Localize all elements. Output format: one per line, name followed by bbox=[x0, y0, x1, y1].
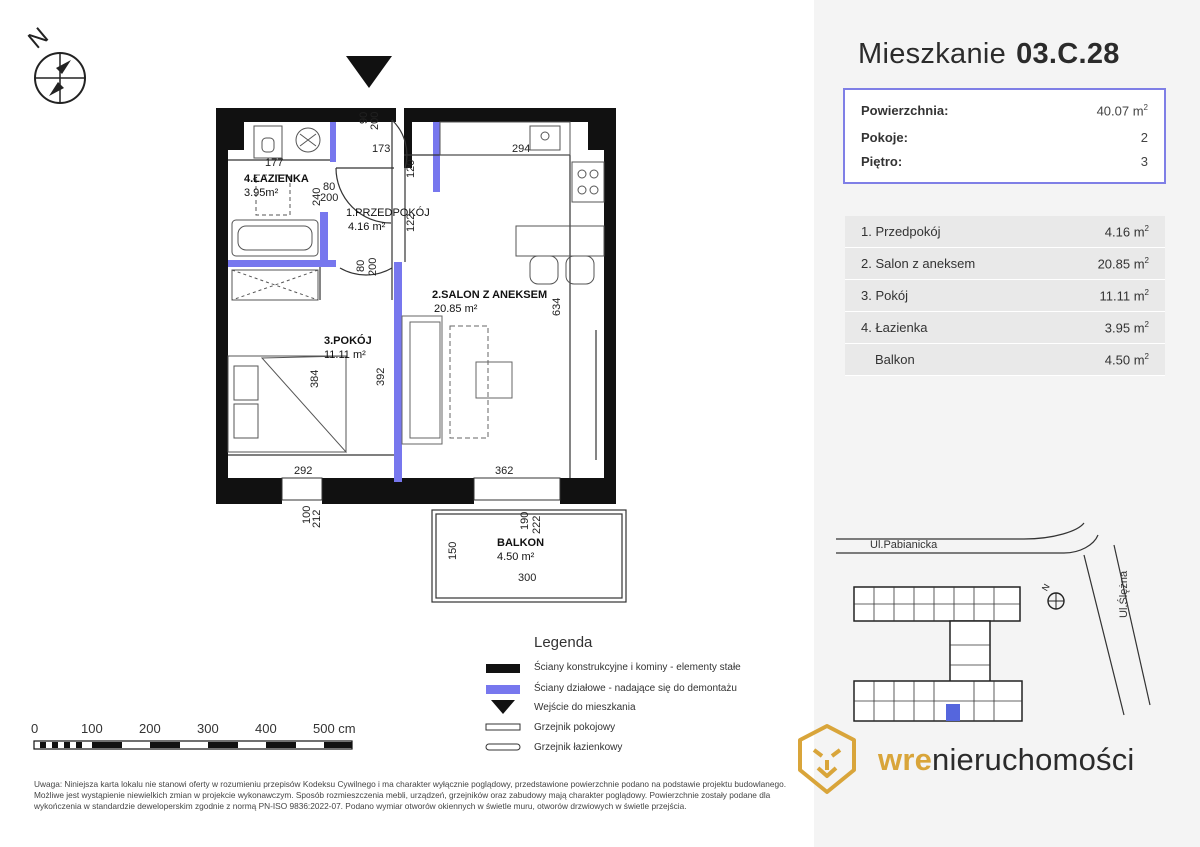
svg-text:80: 80 bbox=[323, 181, 336, 193]
svg-text:150: 150 bbox=[447, 541, 459, 560]
living-area: 20.85 m² bbox=[434, 303, 478, 315]
svg-text:362: 362 bbox=[495, 465, 514, 477]
room-row: 3. Pokój 11.11 $m^2$ bbox=[845, 280, 1165, 312]
summary-box bbox=[843, 88, 1166, 184]
room-row: Balkon 4.50 $m^2$ bbox=[845, 344, 1165, 376]
room-label: 3.POKÓJ bbox=[324, 335, 372, 347]
svg-text:177: 177 bbox=[265, 157, 284, 169]
room-row: 1. Przedpokój 4.16 $m^2$ bbox=[845, 216, 1165, 248]
scale-tick-100: 100 bbox=[81, 721, 103, 736]
balcony-area: 4.50 m² bbox=[497, 551, 535, 563]
svg-text:634: 634 bbox=[551, 297, 563, 316]
summary-rooms: Pokoje: 2 bbox=[861, 130, 1148, 145]
svg-text:212: 212 bbox=[311, 509, 323, 528]
bathroom-area: 3.95m² bbox=[244, 187, 279, 199]
svg-text:200: 200 bbox=[320, 192, 339, 204]
bathroom-label: 4.ŁAZIENKA bbox=[244, 173, 309, 185]
legend-swatches bbox=[486, 664, 520, 750]
street-label-pabianicka: Ul.Pabianicka bbox=[870, 539, 938, 551]
scale-tick-0: 0 bbox=[31, 721, 39, 736]
scale-bar bbox=[34, 741, 352, 749]
svg-text:384: 384 bbox=[309, 369, 321, 388]
svg-text:100: 100 bbox=[301, 505, 313, 524]
svg-text:240: 240 bbox=[311, 187, 323, 206]
hall-area: 4.16 m² bbox=[348, 221, 386, 233]
living-label: 2.SALON Z ANEKSEM bbox=[432, 289, 548, 301]
balcony-label: BALKON bbox=[497, 537, 545, 549]
summary-area: Powierzchnia: 40.07 $m^2$ bbox=[861, 103, 1148, 119]
bed-icon bbox=[228, 356, 346, 452]
north-label: N bbox=[23, 22, 54, 55]
map-north-label: N bbox=[1039, 582, 1052, 593]
disclaimer-note: Uwaga: Niniejsza karta lokalu nie stanowi oferty w rozumieniu przepisów Kodeksu Cywilnego i ma charakter wyłącznie poglądowy, przedstawione powierzchnie podano na podstawie projektu budowlanego. Możliwe jest wystąpienie niewielkich zmian w projekcie wykonawczym. Sposób rozmieszczenia mebli, urządzeń, grzejników oraz zabudowy mają charakter poglądowy. Powierzchnie zostały podane dla wykończenia w standardzie deweloperskim zgodnie z normą PN-ISO 9836:2022-07. Podano wymiar otworów okiennych w świetle muru, otworów drzwiowych w świetle przejścia. bbox=[34, 779, 787, 811]
entrance-marker-icon bbox=[346, 56, 392, 88]
svg-text:292: 292 bbox=[294, 465, 313, 477]
summary-floor: Piętro: 3 bbox=[861, 154, 1148, 169]
room-row: 4. Łazienka 3.95 $m^2$ bbox=[845, 312, 1165, 344]
svg-text:120: 120 bbox=[405, 159, 417, 178]
map-compass-icon bbox=[1048, 593, 1064, 609]
apartment-location-marker bbox=[946, 704, 960, 721]
svg-text:80: 80 bbox=[355, 259, 367, 272]
dimension-labels bbox=[265, 112, 563, 584]
svg-text:222: 222 bbox=[531, 515, 543, 534]
svg-text:200: 200 bbox=[369, 111, 381, 130]
brand-name: wrenieruchomości bbox=[878, 742, 1135, 777]
street-label-slezna: Ul.Ślężna bbox=[1118, 570, 1130, 618]
hall-label: 1.PRZEDPOKÓJ bbox=[346, 207, 430, 219]
svg-text:90: 90 bbox=[358, 111, 370, 124]
scale-tick-500: 500 cm bbox=[313, 721, 356, 736]
svg-text:200: 200 bbox=[367, 257, 379, 276]
apartment-title: Mieszkanie 03.C.28 bbox=[858, 38, 1120, 70]
room-area: 11.11 m² bbox=[324, 349, 366, 361]
svg-text:300: 300 bbox=[518, 572, 537, 584]
compass-icon bbox=[35, 53, 85, 103]
scale-tick-300: 300 bbox=[197, 721, 219, 736]
svg-text:294: 294 bbox=[512, 143, 531, 155]
bathroom-fixtures bbox=[232, 126, 320, 300]
scale-tick-400: 400 bbox=[255, 721, 277, 736]
svg-text:392: 392 bbox=[375, 367, 387, 386]
svg-text:122: 122 bbox=[405, 213, 417, 232]
lion-logo-icon bbox=[792, 722, 862, 796]
scale-tick-200: 200 bbox=[139, 721, 161, 736]
room-row: 2. Salon z aneksem 20.85 $m^2$ bbox=[845, 248, 1165, 280]
legend-title: Legenda bbox=[534, 634, 593, 651]
living-furniture bbox=[402, 316, 512, 444]
svg-text:173: 173 bbox=[372, 143, 391, 155]
svg-text:190: 190 bbox=[519, 511, 531, 530]
rooms-table bbox=[845, 216, 1165, 376]
